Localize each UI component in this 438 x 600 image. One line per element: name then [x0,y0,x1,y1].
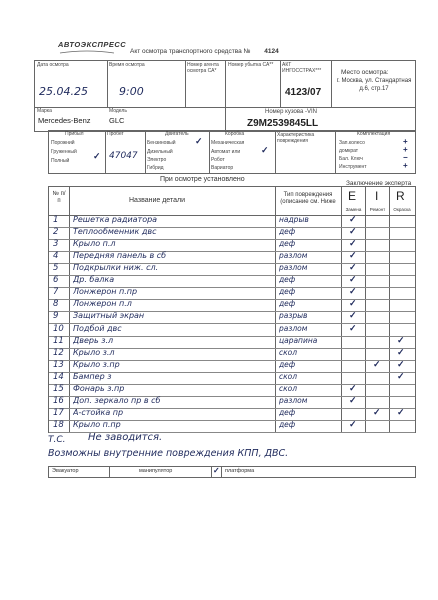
checklist-item-1: Зап.колесо [339,140,365,146]
replace-mark: ✓ [349,418,357,429]
gearbox-option-1: Механическая [211,140,245,146]
mileage-value: 47047 [109,151,138,161]
part-name: Дверь з.л [73,335,114,345]
checklist-item-4: Инструмент [339,164,367,170]
repair-mark: ✓ [373,358,381,369]
part-name: Др. балка [73,275,115,285]
repair-mark: ✓ [373,406,381,417]
damage-type: скол [279,371,298,381]
row-number: 9 [53,311,59,322]
mileage-label: Пробег [107,131,124,137]
ingos-value: 4123/07 [285,87,322,98]
replace-mark: ✓ [349,382,357,393]
row-number: 5 [53,263,59,274]
model-label: Модель [109,108,127,114]
part-name: Решетка радиатора [73,215,158,224]
act-number: 4124 [264,48,279,55]
part-name: Лонжерон п.л [73,299,132,309]
damage-type: скол [279,347,298,357]
paint-mark: ✓ [397,370,405,381]
notes-section [36,432,416,466]
notes-line-1: Не заводится. [88,432,163,443]
gearbox-label: Коробка [225,131,245,137]
row-number: 14 [53,371,64,382]
replace-mark: ✓ [349,298,357,309]
footer-transport [48,466,416,478]
paint-mark: ✓ [397,406,405,417]
damage-type: разлом [279,251,308,261]
damage-type: царапина [279,335,318,345]
page-title [130,48,279,55]
engine-label: Двигатель [165,131,189,137]
damage-type: деф [279,239,296,249]
damage-type: разлом [279,395,308,405]
time-label: Время осмотра [109,62,145,68]
make-value: Mercedes-Benz [38,116,91,125]
part-name: Крыло з.л [73,347,115,357]
date-label: Дата осмотра [37,62,69,68]
row-number: 7 [53,287,59,298]
manipulator-label: манипулятор [139,468,173,474]
ingos-label: АКТ ИНГОССТРАХ*** [282,62,322,74]
replace-mark: ✓ [349,250,357,261]
gearbox-option-3: Робот [211,157,225,163]
damage-type: деф [279,407,296,417]
replace-mark: ✓ [349,238,357,249]
towing-option-3: Полный [51,158,70,164]
replace-mark: ✓ [349,394,357,405]
row-number: 16 [53,395,64,406]
type-header: Тип повреждения (описание см. Ниже [280,192,336,205]
damage-type: скол [279,383,298,393]
title-text: Акт осмотра транспортного средства № [130,48,251,55]
damage-type: деф [279,287,296,297]
gearbox-option-2: Автомат или [211,149,241,155]
vin-label: Номер кузова -VIN [265,109,317,115]
part-name: Подкрылки ниж. сл. [73,263,159,273]
established-label: При осмотре установлено [160,176,245,183]
company-logo [58,40,127,54]
name-header: Название детали [129,197,185,204]
replace-header: Замена [345,207,362,212]
info-grid [34,60,416,132]
damage-type: деф [279,359,296,369]
damage-type: деф [279,275,296,285]
row-number: 11 [53,335,64,346]
checklist-mark-3: − [403,153,408,162]
checklist-item-3: Бал. Ключ [339,156,363,162]
evacuator-label: Эвакуатор [52,468,79,474]
ca-label: Номер агента осмотра СА* [187,62,219,74]
platform-check-icon: ✓ [213,466,220,475]
part-name: Крыло п.пр [73,419,121,429]
towing-option-2: Груженный [51,149,77,155]
engine-check-icon: ✓ [195,136,203,146]
engine-option-1: Бензиновый [147,140,176,146]
part-name: Доп. зеркало пр в сб [73,395,161,405]
notes-line-2: Возможны внутренние повреждения КПП, ДВС. [48,448,289,459]
towing-option-1: Порожний [51,140,75,146]
time-value: 9:00 [119,85,144,98]
vin-value: Z9M2539845LL [247,118,319,129]
replace-mark: ✓ [349,214,357,224]
row-number: 12 [53,347,64,358]
checklist-item-2: домкрат [339,148,359,154]
part-name: Передняя панель в сб [73,251,167,261]
checklist-mark-1: + [403,137,408,146]
row-number: 1 [53,215,59,225]
damage-type: деф [279,299,296,309]
part-name: А-стойка пр [73,407,124,417]
inspection-rows [49,215,415,432]
gearbox-option-4: Вариатор [211,165,234,171]
part-name: Фонарь з.пр [73,383,125,393]
part-name: Защитный экран [73,311,145,321]
model-value: GLC [109,116,125,125]
part-name: Крыло п.л [73,239,116,249]
row-number: 6 [53,275,59,286]
repair-header: Ремонт [369,207,386,212]
notes-label: Т.С. [48,435,66,445]
towing-check-icon: ✓ [93,151,101,161]
damage-type: надрыв [279,215,309,224]
make-label: Марка [37,108,52,114]
row-number: 8 [53,299,59,310]
num-header: № п/п [52,191,66,204]
paint-mark: ✓ [397,346,405,357]
i-header: I [375,189,379,203]
e-header: E [348,189,357,203]
towing-label: Прибыл [65,131,84,137]
damage-type: деф [279,419,296,429]
paint-mark: ✓ [397,358,405,369]
replace-mark: ✓ [349,226,357,237]
part-name: Крыло з.пр [73,359,120,369]
checklist-mark-4: + [403,161,408,170]
replace-mark: ✓ [349,310,357,321]
part-name: Подбой двс [73,323,122,333]
row-number: 4 [53,251,59,262]
replace-mark: ✓ [349,262,357,273]
damage-label: Характеристика повреждения [277,132,315,144]
checklist-label: Комплектация [357,131,391,137]
row-number: 18 [53,419,64,430]
loss-label: Номер убытка СА** [228,62,274,68]
part-name: Теплообменник двс [73,227,157,237]
row-number: 10 [53,323,64,334]
platform-label: платформа [225,468,255,474]
gearbox-check-icon: ✓ [261,145,269,155]
part-name: Бампер з [73,371,112,381]
checklist-mark-2: + [403,145,408,154]
row-number: 3 [53,239,59,250]
logo-swoosh-icon [58,50,116,55]
row-number: 15 [53,383,64,394]
engine-option-3: Электро [147,157,167,163]
date-value: 25.04.25 [39,85,88,98]
paint-mark: ✓ [397,334,405,345]
r-header: R [396,189,405,203]
replace-mark: ✓ [349,274,357,285]
row-number: 17 [53,407,64,418]
damage-type: разрыв [279,311,308,321]
inspection-table [48,186,416,433]
place-value: г. Москва, ул. Стандартная д.6, стр.17 [336,78,412,92]
damage-type: деф [279,227,296,237]
row-number: 13 [53,359,64,370]
expert-label: Заключение эксперта [346,180,412,187]
part-name: Лонжерон п.пр [73,287,138,297]
place-label: Место осмотра: [341,69,389,76]
replace-mark: ✓ [349,322,357,333]
paint-header: Окраска [393,207,411,212]
damage-type: разлом [279,323,308,333]
logo-text: АВТОЭКСПРЕСС [58,40,127,49]
engine-option-2: Дизельный [147,149,173,155]
damage-type: разлом [279,263,308,273]
replace-mark: ✓ [349,286,357,297]
equipment-grid [48,130,416,174]
engine-option-4: Гибрид [147,165,164,171]
row-number: 2 [53,227,59,238]
